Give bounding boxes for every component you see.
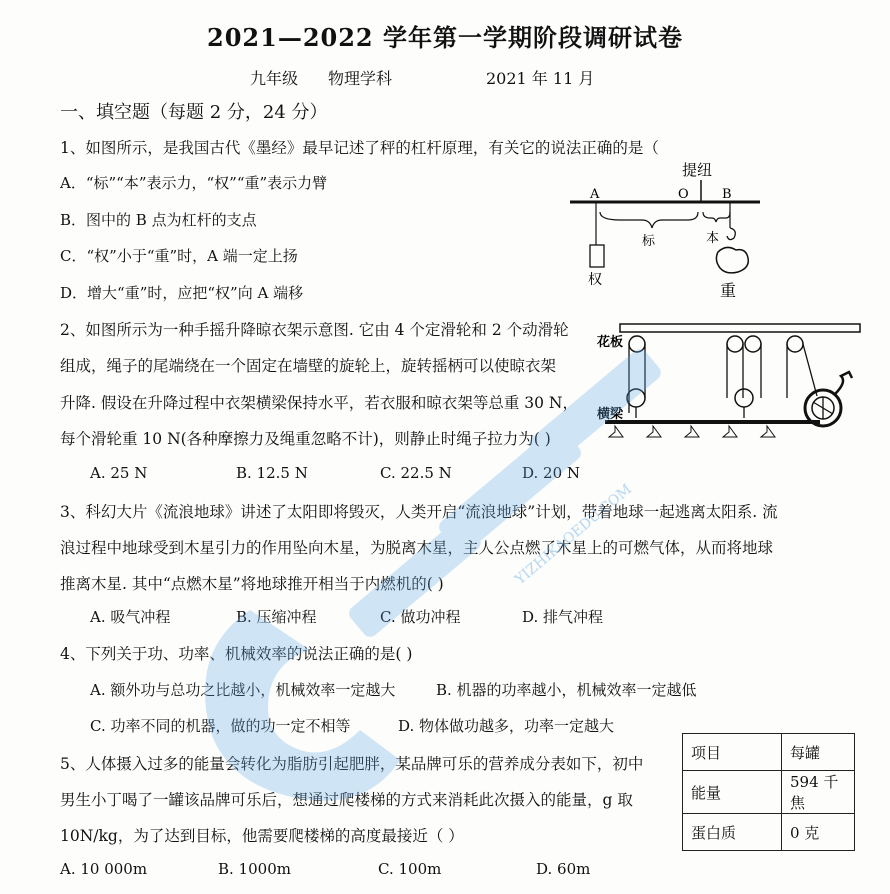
ben-brace	[703, 212, 730, 222]
question-2-line-1: 2、如图所示为一种手摇升降晾衣架示意图. 它由 4 个定滑轮和 2 个动滑轮	[60, 321, 569, 339]
label-beam: 横梁	[597, 407, 624, 422]
question-2-option-b: B. 12.5 N	[236, 464, 308, 482]
question-2-line-2: 组成，绳子的尾端绕在一个固定在墙壁的旋轮上，旋转摇柄可以使晾衣架	[60, 357, 557, 375]
table-cell: 每罐	[782, 734, 855, 771]
question-4-option-c: C. 功率不同的机器，做的功一定不相等	[90, 717, 351, 735]
question-5-line-2: 男生小丁喝了一罐该品牌可乐后，想通过爬楼梯的方式来消耗此次摄入的能量，g 取	[60, 791, 633, 809]
question-2-line-3: 升降. 假设在升降过程中衣架横梁保持水平，若衣服和晾衣架等总重 30 N，	[60, 394, 578, 412]
question-1-stem: 1、如图所示，是我国古代《墨经》最早记述了秤的杠杆原理，有关它的说法正确的是（	[60, 139, 659, 157]
question-3-line-1: 3、科幻大片《流浪地球》讲述了太阳即将毁灭，人类开启“流浪地球”计划，带着地球一起逃离太阳系. 流	[60, 503, 778, 521]
question-2-option-a: A. 25 N	[90, 464, 148, 482]
label-a: A	[590, 187, 600, 202]
hanger-2	[647, 426, 661, 437]
question-4-option-a: A. 额外功与总功之比越小，机械效率一定越大	[90, 681, 396, 699]
question-5-option-d: D. 60m	[536, 860, 591, 878]
hook	[727, 228, 735, 240]
table-row	[683, 734, 855, 771]
section-heading: 一、填空题（每题 2 分，24 分）	[60, 102, 328, 123]
movable-pulley-2	[735, 389, 753, 407]
question-5-option-a: A. 10 000m	[60, 860, 148, 878]
label-zhong: 重	[720, 281, 737, 300]
label-tizhu: 提纽	[682, 161, 713, 179]
fixed-pulley-3	[745, 336, 761, 352]
question-2-line-4: 每个滑轮重 10 N(各种摩擦力及绳重忽略不计)，则静止时绳子拉力为( )	[60, 430, 551, 448]
question-1-option-a: A．“标”“本”表示力，“权”“重”表示力臂	[60, 174, 328, 192]
question-3-option-c: C. 做功冲程	[380, 608, 461, 626]
steelyard-figure	[560, 150, 770, 300]
question-5-line-3: 10N/kg，为了达到目标，他需要爬楼梯的高度最接近（ ）	[60, 827, 464, 845]
question-4-option-d: D. 物体做功越多，功率一定越大	[398, 717, 615, 735]
question-5-option-b: B. 1000m	[218, 860, 291, 878]
question-1-option-c: C．“权”小于“重”时，A 端一定上扬	[60, 247, 298, 265]
label-ben: 本	[706, 231, 720, 246]
fixed-pulley-4	[787, 336, 803, 352]
question-4-option-b: B. 机器的功率越小，机械效率一定越低	[436, 681, 697, 699]
table-row	[683, 771, 855, 814]
label-b: B	[722, 187, 732, 202]
quan-weight	[590, 245, 604, 267]
fixed-pulley-2	[727, 336, 743, 352]
label-biao: 标	[642, 234, 656, 249]
crank-handle	[835, 372, 852, 394]
exam-title: 2021—2022 学年第一学期阶段调研试卷	[207, 23, 683, 52]
clothes-rack-figure	[595, 318, 890, 448]
question-3-option-b: B. 压缩冲程	[236, 608, 317, 626]
question-2-option-d: D. 20 N	[522, 464, 581, 482]
hanger-1	[609, 426, 623, 437]
question-3-option-d: D. 排气冲程	[522, 608, 604, 626]
hanger-3	[685, 426, 699, 437]
biao-brace	[600, 212, 698, 228]
question-3-line-2: 浪过程中地球受到木星引力的作用坠向木星，为脱离木星，主人公点燃了木星上的可燃气体，从而将地球	[60, 539, 774, 557]
question-2-option-c: C. 22.5 N	[380, 464, 452, 482]
question-5-option-c: C. 100m	[378, 860, 442, 878]
exam-date: 2021 年 11 月	[486, 69, 595, 88]
hanger-5	[761, 426, 775, 437]
fixed-pulley-1	[629, 336, 645, 352]
movable-pulley-1	[627, 389, 645, 407]
question-1-option-d: D．增大“重”时，应把“权”向 A 端移	[60, 284, 304, 302]
watermark-text: YIZHIKAOEDU.COM	[512, 481, 635, 589]
nutrition-table	[682, 733, 855, 851]
label-ceiling: 花板	[597, 335, 624, 350]
grade-label: 九年级	[250, 69, 299, 88]
subject-label: 物理学科	[328, 69, 393, 88]
question-3-option-a: A. 吸气冲程	[90, 608, 171, 626]
table-cell: 蛋白质	[683, 814, 782, 851]
table-row	[683, 814, 855, 851]
table-cell: 能量	[683, 771, 782, 814]
question-3-line-3: 推离木星. 其中“点燃木星”将地球推开相当于内燃机的( )	[60, 575, 444, 593]
table-cell: 594 千焦	[782, 771, 855, 814]
label-o: O	[678, 187, 689, 202]
table-cell: 项目	[683, 734, 782, 771]
label-quan: 权	[588, 272, 602, 288]
hanger-4	[723, 426, 737, 437]
question-5-line-1: 5、人体摄入过多的能量会转化为脂肪引起肥胖，某品牌可乐的营养成分表如下，初中	[60, 755, 644, 773]
question-1-option-b: B．图中的 B 点为杠杆的支点	[60, 211, 257, 229]
question-4-stem: 4、下列关于功、功率、机械效率的说法正确的是( )	[60, 645, 413, 663]
table-cell: 0 克	[782, 814, 855, 851]
zhong-weight	[716, 247, 748, 272]
ceiling-board	[620, 324, 860, 332]
